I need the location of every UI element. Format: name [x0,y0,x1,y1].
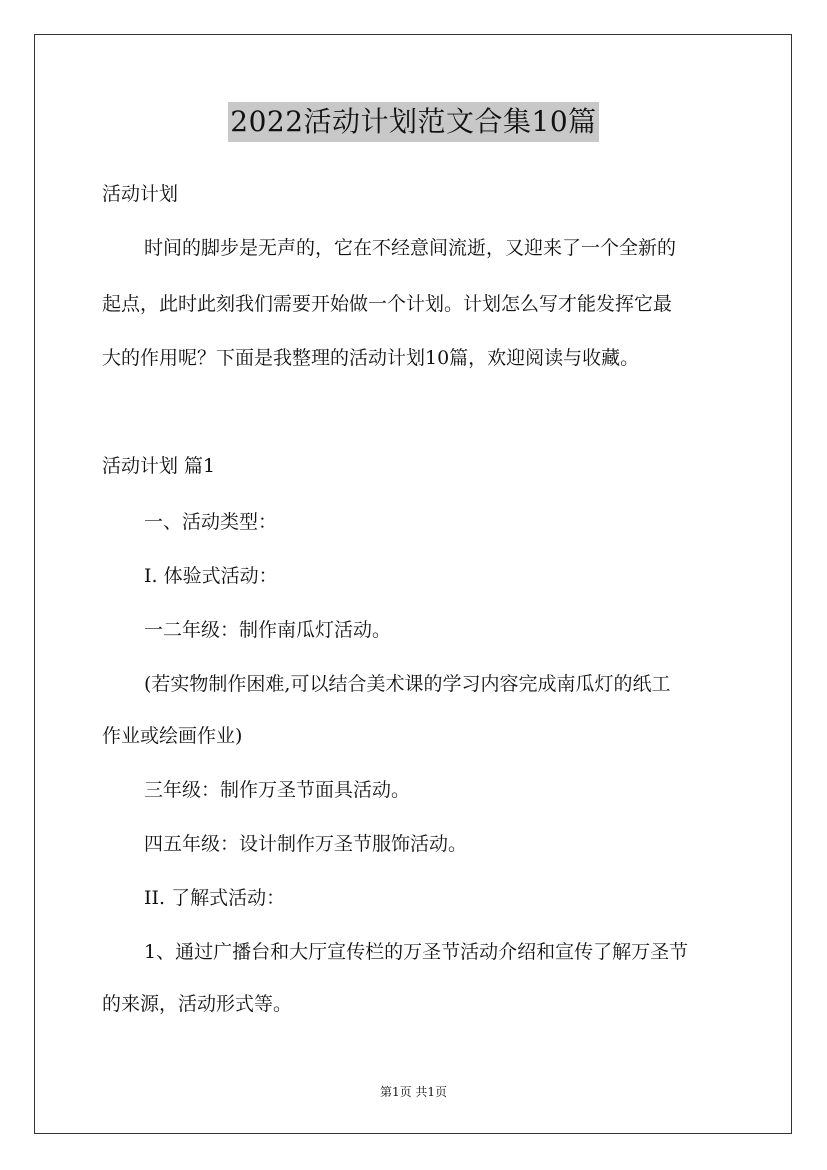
body-line: 三年级：制作万圣节面具活动。 [144,779,411,801]
body-line: 1、通过广播台和大厅宣传栏的万圣节活动介绍和宣传了解万圣节 [144,941,689,963]
body-line: (若实物制作困难,可以结合美术课的学习内容完成南瓜灯的纸工 [144,673,671,695]
body-line: 一、活动类型： [144,511,278,533]
body-line: I. 体验式活动： [144,565,278,587]
intro-line-2: 起点，此时此刻我们需要开始做一个计划。计划怎么写才能发挥它最 [102,293,673,315]
body-line: 作业或绘画作业) [102,725,243,747]
document-heading: 活动计划 [102,183,179,205]
body-line: 一二年级：制作南瓜灯活动。 [144,619,392,641]
intro-line-1: 时间的脚步是无声的，它在不经意间流逝，又迎来了一个全新的 [144,237,677,259]
document-title: 2022活动计划范文合集10篇 [228,102,598,142]
body-line: 四五年级：设计制作万圣节服饰活动。 [144,833,468,855]
page-number-footer: 第1页 共1页 [379,1085,448,1099]
body-line: 的来源，活动形式等。 [102,993,293,1015]
title-container [0,102,827,142]
intro-line-3: 大的作用呢？下面是我整理的活动计划10篇，欢迎阅读与收藏。 [102,347,640,369]
section-heading: 活动计划 篇1 [102,455,216,477]
body-line: II. 了解式活动： [144,887,286,909]
